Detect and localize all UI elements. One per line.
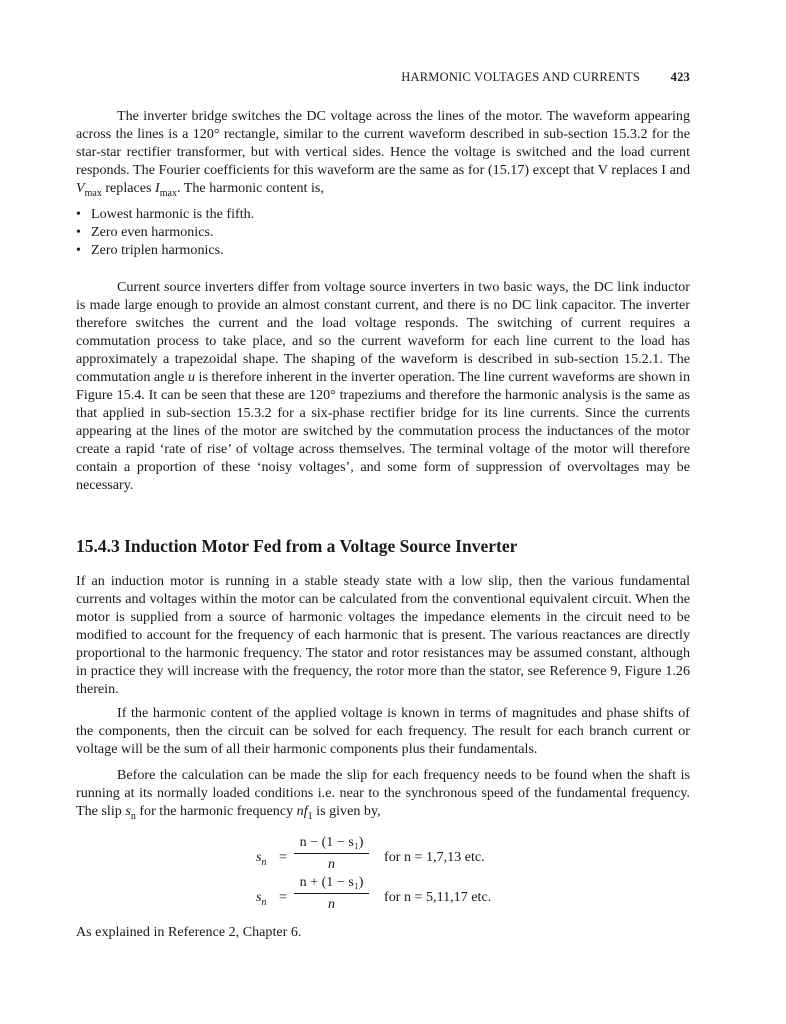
bullet-icon: •: [76, 206, 81, 222]
slip-equation-2: [256, 874, 616, 918]
section-heading: 15.4.3 Induction Motor Fed from a Voltage Source Inverter: [76, 536, 518, 556]
slip-equation-1: [256, 834, 616, 878]
paragraph-induction-motor: If an induction motor is running in a stable steady state with a low slip, then the various fundamental currents and voltages within the motor can be calculated from the conventional equivalent circuit. When the motor is supplied from a source of harmonic voltages the impedance elements in the circuit need to be modified to account for the frequency of each harmonic that is present. The various reactances are directly proportional to the harmonic frequency. The stator and rotor resistances may be assumed constant, although in practice they will increase with the frequency, the rotor more than the stator, see Reference 9, Figure 1.26 therein.: [76, 573, 690, 697]
bullet-icon: •: [76, 242, 81, 258]
running-header: [76, 70, 690, 88]
list-item: • Zero triplen harmonics.: [76, 242, 224, 258]
numerator: n + (1 − s₁): [299, 874, 364, 890]
running-title: HARMONIC VOLTAGES AND CURRENTS: [401, 70, 640, 84]
page-number: 423: [670, 70, 690, 84]
fraction-bar: [294, 893, 369, 894]
equation-lhs: $s_n$: [256, 889, 267, 908]
numerator: n − (1 − s₁): [299, 834, 364, 850]
paragraph-inverter-bridge: The inverter bridge switches the DC voltage across the lines of the motor. The waveform appearing across the lines is a 120° rectangle, similar to the current waveform described in sub-section 15.3.2 for the star-star rectifier transformer, but with vertical sides. Hence the voltage is switched and the load current responds. The Fourier coefficients for this waveform are the same as for (15.17) except that V replaces I and $V_{max}$ replaces $I_{max}$. The harmonic content is,: [76, 108, 690, 199]
denominator: n: [327, 856, 336, 872]
fraction: [294, 834, 369, 873]
equals-sign: =: [279, 889, 287, 905]
list-item: • Lowest harmonic is the fifth.: [76, 206, 255, 222]
paragraph-current-source-inverters: Current source inverters differ from voltage source inverters in two basic ways, the DC link inductor is made large enough to provide an almost constant current, and there is no DC link capacitor. The inverter therefore switches the current and the load voltage responds. The switching of current requires a commutation process to take place, and so the current waveform for each line current to the load has approximately a trapezoidal shape. The shaping of the waveform is described in sub-section 15.2.1. The commutation angle u is therefore inherent in the inverter operation. The line current waveforms are shown in Figure 15.4. It can be seen that these are 120° trapeziums and therefore the harmonic analysis is the same as that applied in sub-section 15.3.2 for a six-phase rectifier bridge for its line currents. Since the currents appearing at the lines of the motor are switched by the commutation process the inductances of the motor create a rapid ‘rate of rise’ of voltage across themselves. The terminal voltage of the motor will therefore contain a proportion of these ‘noisy voltages’, and some form of suppression of overvoltages may be necessary.: [76, 279, 690, 493]
equation-condition: for n = 1,7,13 etc.: [384, 849, 485, 865]
equals-sign: =: [279, 849, 287, 865]
denominator: n: [327, 896, 336, 912]
fraction-bar: [294, 853, 369, 854]
paragraph-slip-calculation: Before the calculation can be made the slip for each frequency needs to be found when the shaft is running at its normally loaded conditions i.e. near to the synchronous speed of the fundamental frequency. The slip $s_n$ for the harmonic frequency $nf_1$ is given by,: [76, 767, 690, 822]
equation-condition: for n = 5,11,17 etc.: [384, 889, 492, 905]
paragraph-harmonic-content: If the harmonic content of the applied voltage is known in terms of magnitudes and phase shifts of the components, then the circuit can be solved for each frequency. The result for each branch current or voltage will be the sum of all their harmonic components plus their fundamentals.: [76, 705, 690, 757]
harmonic-content-list: [76, 205, 690, 259]
bullet-icon: •: [76, 224, 81, 240]
fraction: [294, 874, 369, 913]
list-item: • Zero even harmonics.: [76, 224, 214, 240]
paragraph-reference: As explained in Reference 2, Chapter 6.: [76, 924, 302, 940]
equation-lhs: $s_n$: [256, 849, 267, 868]
